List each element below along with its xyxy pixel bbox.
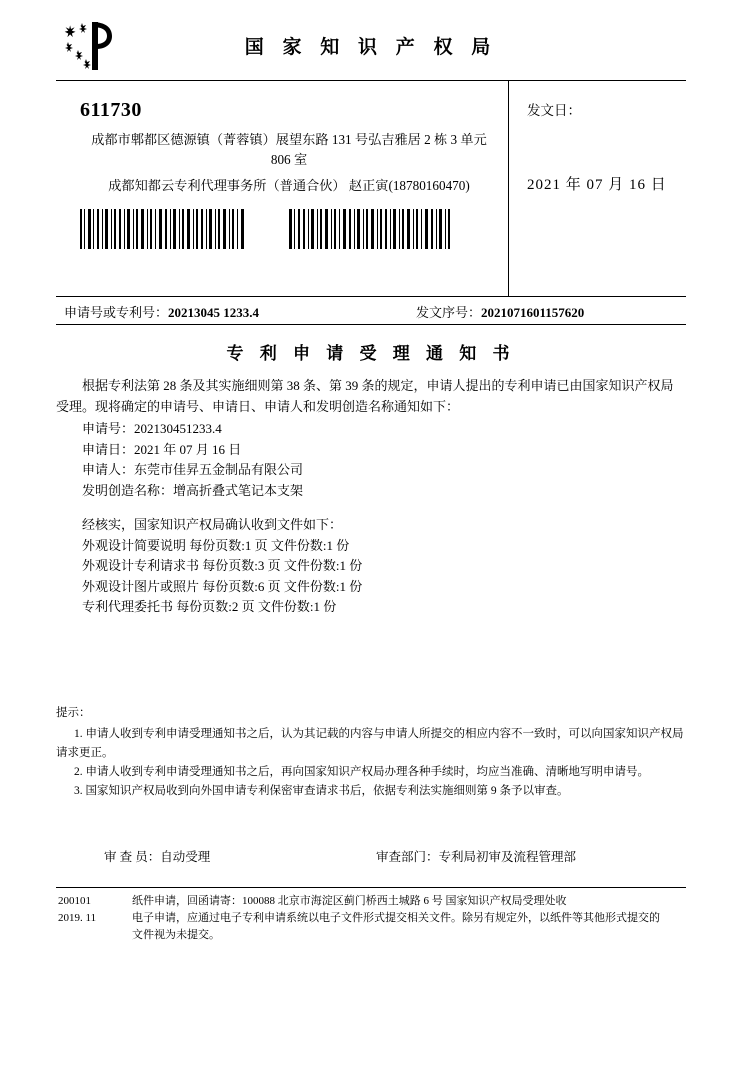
issue-date-label: 发文日： (527, 103, 581, 118)
issue-date-block (508, 81, 686, 296)
document-item: 外观设计专利请求书 每份页数:3 页 文件份数:1 份 (82, 558, 363, 573)
barcode-group (80, 209, 490, 251)
patent-acceptance-notice-page (0, 18, 742, 1072)
footer-line-1: 纸件申请，回函请寄：100088 北京市海淀区蓟门桥西土城路 6 号 国家知识产权局受理处收 (132, 894, 567, 907)
footer-line-3: 文件视为未提交。 (132, 928, 220, 941)
field-line: 申请号：202130451233.4 (82, 421, 222, 436)
examiner-group (104, 847, 210, 865)
note-item: 1. 申请人收到专利申请受理通知书之后，认为其记载的内容与申请人所提交的相应内容不一致时，可以向国家知识产权局请求更正。 (56, 727, 684, 759)
note-item: 3. 国家知识产权局收到向外国申请专利保密审查请求书后，依据专利法实施细则第 9 条予以审查。 (74, 784, 569, 797)
examiner-row (56, 847, 686, 869)
recipient-address-line-2: 806 室 (270, 152, 308, 167)
examiner-label: 审 查 员： (104, 849, 161, 864)
intro-paragraph: 根据专利法第 28 条及其实施细则第 38 条、第 39 条的规定，申请人提出的专利申请已由国家知识产权局受理。现将确定的申请号、申请日、申请人和发明创造名称通知如下： (56, 378, 674, 414)
verification-intro: 经核实，国家知识产权局确认收到文件如下： (82, 517, 343, 532)
barcode-left (80, 209, 245, 249)
recipient-address-line-1: 成都市郫都区德源镇（菁蓉镇）展望东路 131 号弘吉雅居 2 栋 3 单元 (91, 132, 487, 147)
department-label: 审查部门： (376, 849, 439, 864)
footer-code-1: 200101 (58, 894, 91, 907)
footer-codes (58, 893, 128, 927)
application-number-value: 20213045 1233.4 (168, 305, 260, 320)
document-serial-label: 发文序号： (416, 305, 482, 320)
recipient-block (56, 81, 508, 296)
issue-date-value: 2021 年 07 月 16 日 (527, 177, 667, 193)
document-header (56, 18, 686, 81)
document-item: 专利代理委托书 每份页数:2 页 文件份数:1 份 (82, 599, 337, 614)
barcode-right (289, 209, 454, 249)
document-serial-value: 2021071601157620 (481, 305, 585, 320)
note-item: 2. 申请人收到专利申请受理通知书之后，再向国家知识产权局办理各种手续时，均应当准确、清晰地写明申请号。 (74, 765, 649, 778)
document-serial-group (416, 302, 584, 321)
body-spacer (56, 618, 686, 704)
department-group (376, 847, 576, 865)
field-line: 发明创造名称：增高折叠式笔记本支架 (82, 482, 304, 498)
page-title: 专 利 申 请 受 理 通 知 书 (226, 344, 516, 363)
address-date-block (56, 81, 686, 297)
document-footer (56, 893, 686, 944)
footer-code-2: 2019. 11 (58, 911, 97, 924)
footer-divider (56, 887, 686, 888)
document-item: 外观设计简要说明 每份页数:1 页 文件份数:1 份 (82, 537, 350, 553)
notes-section (56, 704, 686, 801)
document-item: 外观设计图片或照片 每份页数:6 页 文件份数:1 份 (82, 578, 363, 594)
examiner-value: 自动受理 (160, 849, 211, 864)
application-number-group (64, 302, 259, 321)
footer-text (132, 893, 686, 944)
field-line: 申请日：2021 年 07 月 16 日 (82, 441, 242, 457)
organization-title: 国 家 知 识 产 权 局 (244, 37, 498, 58)
agency-line: 成都知都云专利代理事务所（普通合伙） 赵正寅(18780160470) (108, 178, 470, 193)
notes-title: 提示： (56, 706, 91, 719)
department-value: 专利局初审及流程管理部 (438, 849, 577, 864)
application-number-label: 申请号或专利号： (64, 305, 169, 320)
document-body (56, 376, 686, 704)
footer-line-2: 电子申请，应通过电子专利申请系统以电子文件形式提交相关文件。除另有规定外，以纸件等其他形式提交的 (132, 911, 660, 924)
field-line: 申请人：东莞市佳昇五金制品有限公司 (82, 462, 304, 477)
document-number: 611730 (80, 99, 142, 121)
application-number-row (56, 297, 686, 325)
